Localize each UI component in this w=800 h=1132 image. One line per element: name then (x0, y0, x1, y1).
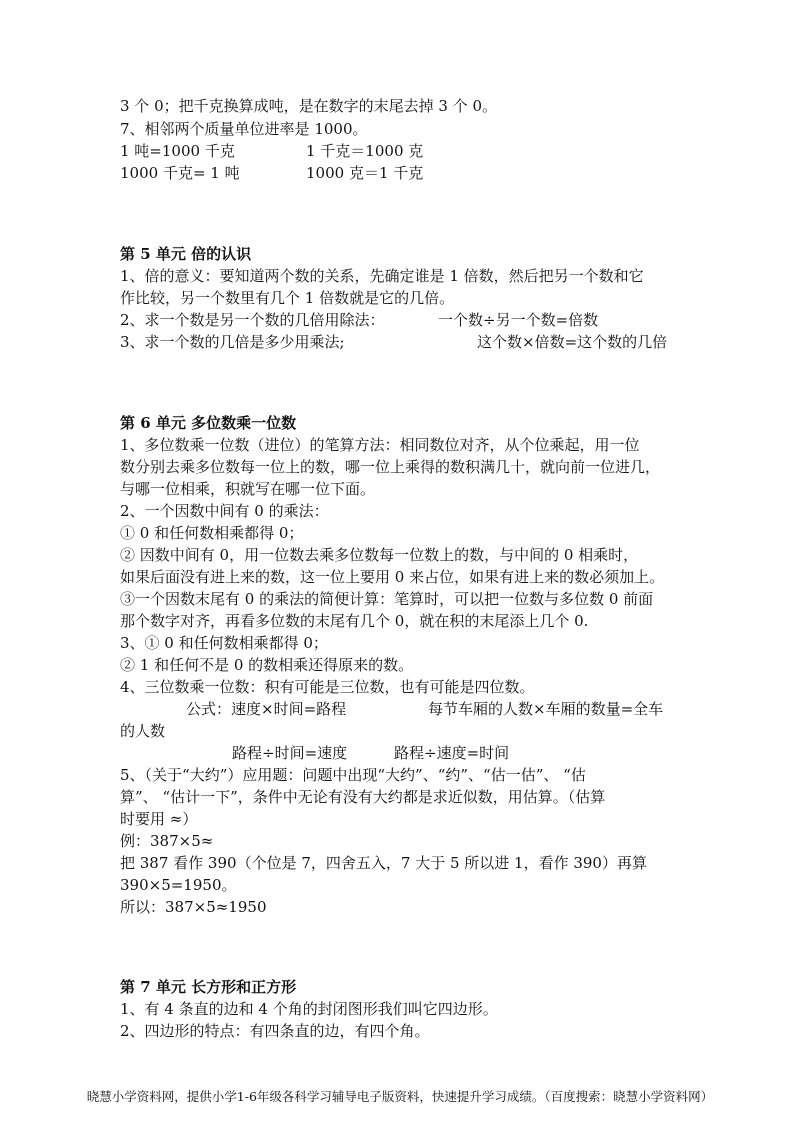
text-line: 1、倍的意义：要知道两个数的关系，先确定谁是 1 倍数，然后把另一个数和它 (120, 267, 644, 285)
text-line: 时要用 ≈） (120, 810, 198, 828)
text-line: 2、四边形的特点：有四条直的边，有四个角。 (120, 1022, 430, 1040)
text-line: 1000 千克= 1 吨 (120, 164, 240, 182)
text-line: 一个数÷另一个数=倍数 (438, 311, 599, 329)
page-footer: 晓慧小学资料网，提供小学1-6年级各科学习辅导电子版资料，快速提升学习成绩。（百度搜索：晓慧小学资料网） (86, 1089, 714, 1104)
text-line: 2、求一个数是另一个数的几倍用除法： (120, 311, 385, 329)
text-line: 例：387×5≈ (120, 832, 214, 850)
text-line: 作比较，另一个数里有几个 1 倍数就是它的几倍。 (120, 289, 455, 307)
text-line: ③一个因数末尾有 0 的乘法的简便计算：笔算时，可以把一位数与多位数 0 前面 (120, 590, 654, 608)
text-line: 所以：387×5≈1950 (120, 898, 267, 916)
text-line: 1 吨=1000 千克 (120, 142, 235, 160)
text-line: 7、相邻两个质量单位进率是 1000。 (120, 120, 368, 138)
text-line: 把 387 看作 390（个位是 7，四舍五入，7 大于 5 所以进 1，看作 390）再算 (120, 854, 647, 872)
text-line: 那个数字对齐，再看多位数的末尾有几个 0，就在积的末尾添上几个 0. (120, 612, 589, 630)
text-line: 3、① 0 和任何数相乘都得 0； (120, 634, 328, 652)
text-line: ② 因数中间有 0，用一位数去乘多位数每一位数上的数，与中间的 0 相乘时， (120, 546, 639, 564)
text-line: ① 0 和任何数相乘都得 0； (120, 524, 304, 542)
text-line: 1000 克＝1 千克 (306, 164, 424, 182)
section-heading: 第 6 单元 多位数乘一位数 (120, 414, 297, 432)
section-heading: 第 5 单元 倍的认识 (120, 245, 252, 263)
formula-line: 路程÷速度=时间 (394, 744, 510, 762)
text-line: 3、求一个数的几倍是多少用乘法; (120, 333, 345, 351)
text-line: 390×5=1950。 (120, 876, 237, 894)
text-line: 1、多位数乘一位数（进位）的笔算方法：相同数位对齐，从个位乘起，用一位 (120, 436, 640, 454)
text-line: 算”、 “估计一下”，条件中无论有没有大约都是求近似数，用估算。（估算 (120, 788, 606, 806)
text-line: 数分别去乘多位数每一位上的数，哪一位上乘得的数积满几十，就向前一位进几， (120, 458, 661, 476)
formula-line: 公式：速度×时间=路程 (186, 700, 347, 718)
text-line: ② 1 和任何不是 0 的数相乘还得原来的数。 (120, 656, 414, 674)
section-heading: 第 7 单元 长方形和正方形 (120, 978, 297, 996)
formula-line: 路程÷时间=速度 (232, 744, 348, 762)
text-line: 5、（关于“大约”）应用题：问题中出现“大约”、“约”、“估一估”、 “估 (120, 766, 586, 784)
text-line: 的人数 (120, 722, 166, 740)
text-line: 1、有 4 条直的边和 4 个角的封闭图形我们叫它四边形。 (120, 1000, 498, 1018)
text-line: 2、一个因数中间有 0 的乘法： (120, 502, 329, 520)
text-line: 3 个 0；把千克换算成吨，是在数字的末尾去掉 3 个 0。 (120, 97, 498, 115)
formula-line: 每节车厢的人数×车厢的数量=全车 (428, 700, 664, 718)
text-line: 这个数×倍数=这个数的几倍 (477, 333, 668, 351)
text-line: 与哪一位相乘，积就写在哪一位下面。 (120, 480, 376, 498)
text-line: 1 千克＝1000 克 (306, 142, 424, 160)
text-line: 如果后面没有进上来的数，这一位上要用 0 来占位，如果有进上来的数必须加上。 (120, 568, 665, 586)
text-line: 4、三位数乘一位数：积有可能是三位数，也有可能是四位数。 (120, 678, 535, 696)
